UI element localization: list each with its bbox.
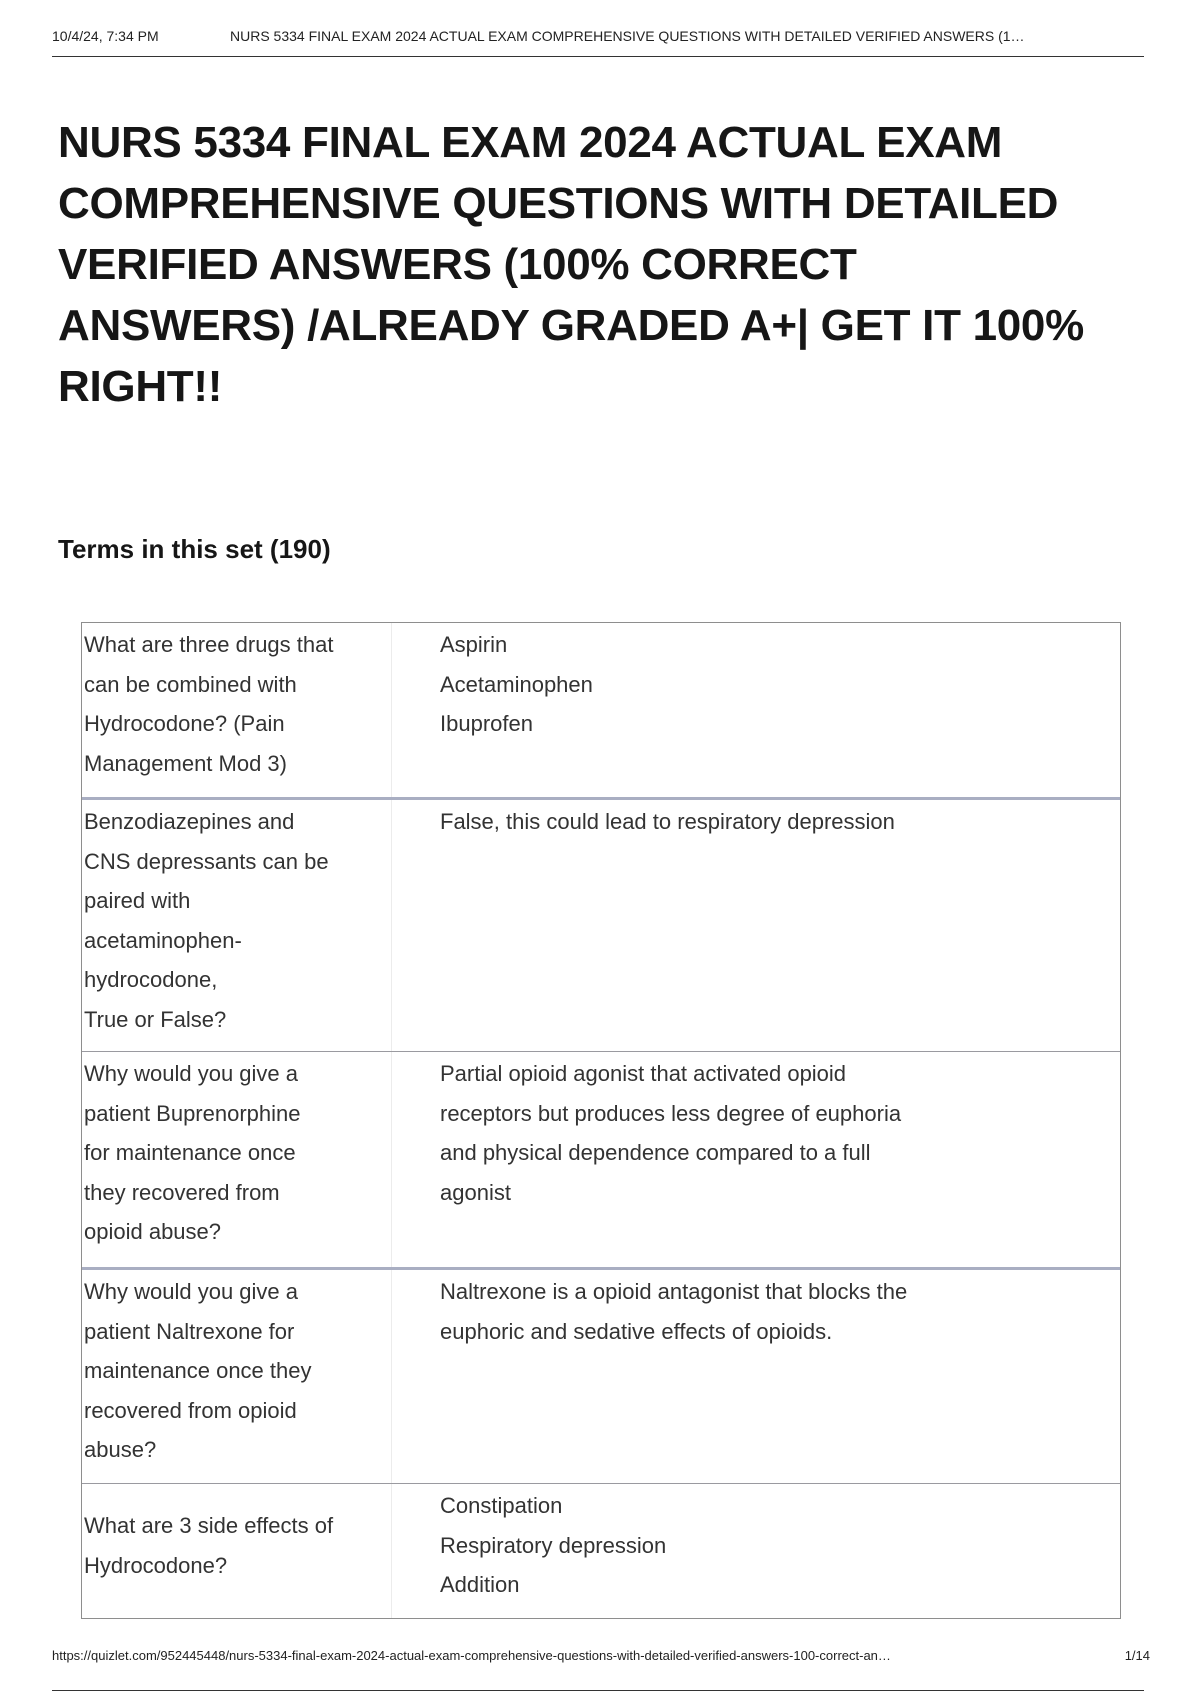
term-text: Why would you give a patient Naltrexone for maintenance once they recovered from opioid abuse? [82, 1270, 392, 1483]
term-row [82, 797, 1120, 1051]
print-datetime: 10/4/24, 7:34 PM [52, 28, 159, 44]
term-row [82, 1051, 1120, 1267]
definition-text: Naltrexone is a opioid antagonist that blocks the euphoric and sedative effects of opioids. [440, 1279, 908, 1344]
page-number: 1/14 [1124, 1648, 1150, 1663]
header-divider [52, 56, 1144, 57]
definition-text: Partial opioid agonist that activated opioid receptors but produces less degree of euphoria and physical dependence compared to a full agonist [440, 1061, 902, 1205]
terms-table [81, 622, 1121, 1619]
page-footer [52, 1648, 1150, 1663]
definition-text: False, this could lead to respiratory depression [440, 809, 895, 834]
term-row [82, 623, 1120, 797]
page-title: NURS 5334 FINAL EXAM 2024 ACTUAL EXAM COMPREHENSIVE QUESTIONS WITH DETAILED VERIFIED ANSWERS (100% CORRECT ANSWERS) /ALREADY GRADED A+| GET IT 100% RIGHT!! [58, 118, 1084, 411]
definition-text: Constipation Respiratory depression Addition [440, 1493, 667, 1597]
term-text: Benzodiazepines and CNS depressants can be paired with acetaminophen- hydrocodone, True or False? [82, 800, 392, 1051]
definition-text: Aspirin Acetaminophen Ibuprofen [440, 632, 593, 736]
source-url[interactable]: https://quizlet.com/952445448/nurs-5334-final-exam-2024-actual-exam-comprehensive-questions-with-detailed-verified-answers-100-correct-an… [52, 1648, 891, 1663]
footer-divider [52, 1690, 1144, 1691]
term-text: Why would you give a patient Buprenorphine for maintenance once they recovered from opioid abuse? [82, 1052, 392, 1267]
terms-count-heading: Terms in this set (190) [58, 534, 331, 564]
term-text: What are three drugs that can be combined with Hydrocodone? (Pain Management Mod 3) [82, 623, 392, 797]
page-header [52, 28, 1144, 44]
term-text: What are 3 side effects of Hydrocodone? [82, 1484, 392, 1618]
term-row [82, 1483, 1120, 1618]
term-row [82, 1267, 1120, 1483]
header-doc-title: NURS 5334 FINAL EXAM 2024 ACTUAL EXAM COMPREHENSIVE QUESTIONS WITH DETAILED VERIFIED ANSWERS (1… [230, 28, 1025, 44]
